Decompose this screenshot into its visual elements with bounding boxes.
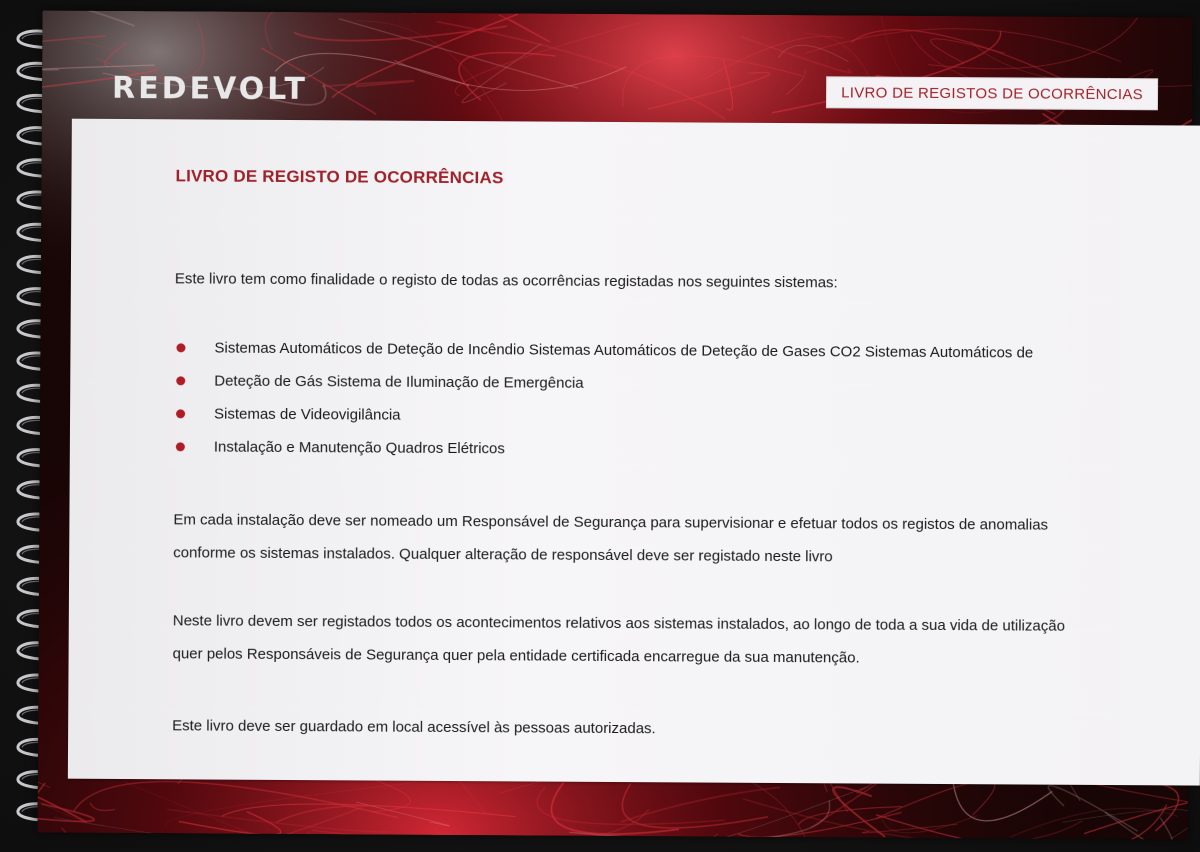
records-paragraph: Neste livro devem ser registados todos os acontecimentos relativos aos sistemas instalados, ao longo de toda a sua vida de utilização quer pelos Responsáveis de Segurança quer pela entidade certificada encarregue da sua manutenção.	[172, 612, 1065, 667]
storage-paragraph: Este livro deve ser guardado em local acessível às pessoas autorizadas.	[172, 717, 656, 738]
list-item-text: Deteção de Gás Sistema de Iluminação de Emergência	[214, 372, 584, 392]
booklet	[38, 10, 1193, 839]
list-item	[174, 338, 1033, 376]
responsible-paragraph: Em cada instalação deve ser nomeado um Responsável de Segurança para supervisionar e efetuar todos os registos de anomalias conforme os sistemas instalados. Qualquer alteração de responsável deve ser registado neste livro	[173, 511, 1049, 566]
logo-wordmark: REDEVOLT	[111, 70, 308, 107]
list-item	[174, 404, 1033, 442]
bullet-dot-icon	[176, 343, 185, 352]
redevolt-logo	[112, 71, 308, 106]
header-section-label: LIVRO DE REGISTOS DE OCORRÊNCIAS	[826, 76, 1158, 110]
list-item-text: Instalação e Manutenção Quadros Elétricos	[213, 438, 505, 458]
list-item	[174, 371, 1033, 409]
bullet-dot-icon	[176, 376, 185, 385]
list-item	[174, 437, 1033, 475]
intro-paragraph: Este livro tem como finalidade o registo de todas as ocorrências registadas nos seguintes sistemas:	[174, 270, 838, 292]
list-item-text: Sistemas de Videovigilância	[214, 405, 401, 424]
systems-list	[174, 338, 1034, 475]
document-title: LIVRO DE REGISTO DE OCORRÊNCIAS	[175, 166, 504, 188]
bullet-dot-icon	[176, 409, 185, 418]
list-item-text: Sistemas Automáticos de Deteção de Incêndio Sistemas Automáticos de Deteção de Gases CO2 Sistemas Automáticos de	[214, 339, 1034, 362]
bullet-dot-icon	[176, 442, 185, 451]
